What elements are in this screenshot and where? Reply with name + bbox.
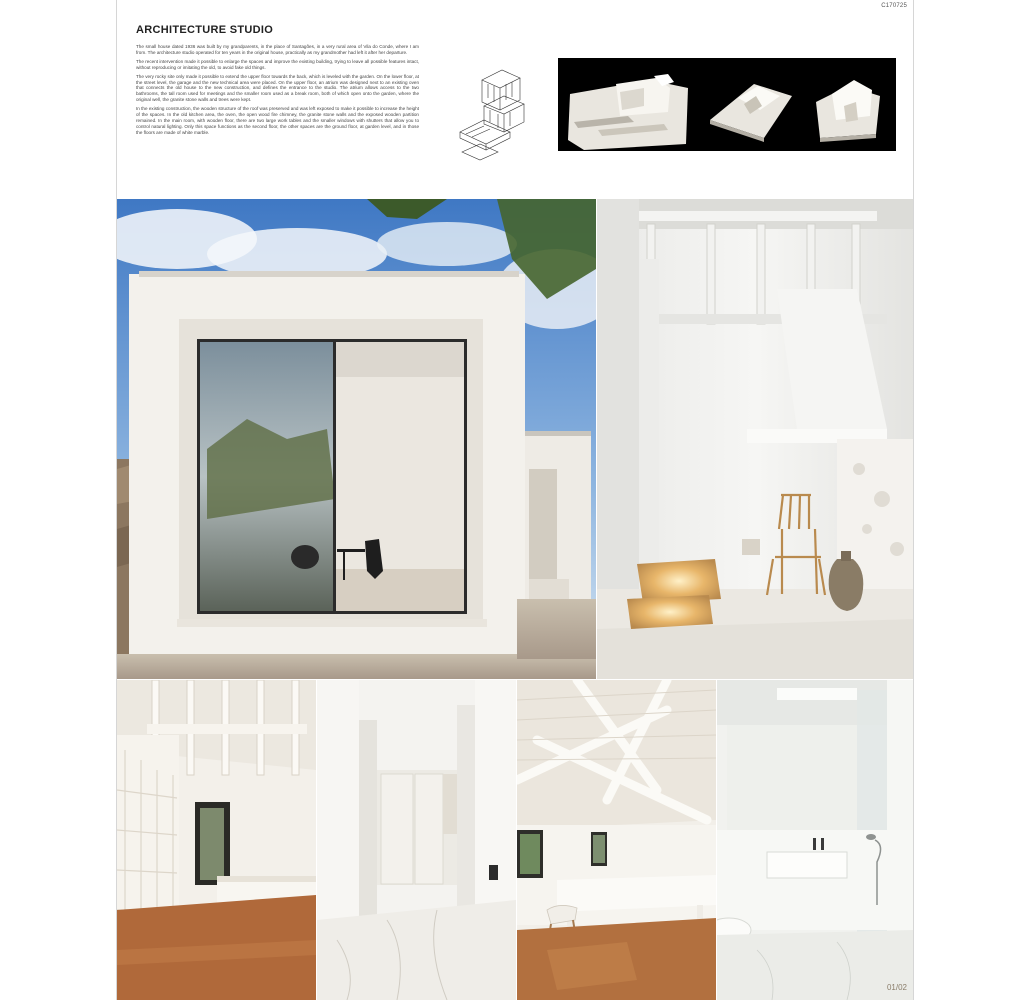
paragraph: The very rocky site only made it possible to extend the upper floor towards the back, which is leveled with the garden. On the lower floor, at the street level, the garage and the new technical area were placed. On the upper floor, an atrium was designed next to an existing oven that connects the old house to the new construction, and defines the entrance to the studio. The atrium allows access to the two bathrooms, the tall room used for meetings and the smaller room used as a break room, both of which open onto the garden, where the original well, the granite stone walls and trees were kept. [136,73,419,103]
atrium-photo [597,199,914,679]
page-title: ARCHITECTURE STUDIO [136,24,274,36]
paragraph: The small house dated 1936 was built by my grandparents, in the place of Santagões, in a very rural area of Vila do Conde, where I am from. The architecture studio operated for ten years in the original house, practically as my grandmother had left it after her departure. [136,44,419,55]
paragraph: In the existing construction, the wooden structure of the roof was preserved and was left exposed to make it possible to increase the height of the spaces. In the old kitchen area, the oven, the open wood fire chimney, the granite stone walls and the exposed wooden partition remained. In the main room, with wooden floor, there are two large work tables and the smaller windows with shutters that allow you to control natural lighting. Only this space functions as the second floor, the other spaces are the ground floor, at garden level, and in those the floors are made of white marble. [136,106,419,135]
exterior-photo [117,199,596,679]
paragraph: The recent intervention made it possible to enlarge the spaces and improve the existing building, trying to leave all possible features intact, without reproducing or imitating the old, to avoid fake old things. [136,58,419,70]
interior-photo-corridor [317,680,516,1000]
board-code: C170725 [881,3,907,9]
presentation-board [116,0,914,1000]
axonometric-drawing [454,62,532,164]
interior-photo-bathroom [717,680,914,1000]
interior-photo-shelves [117,680,316,1000]
model-photos [558,58,896,151]
page-number: 01/02 [886,983,907,992]
interior-photo-roof-beams [517,680,716,1000]
description-text [136,44,419,139]
